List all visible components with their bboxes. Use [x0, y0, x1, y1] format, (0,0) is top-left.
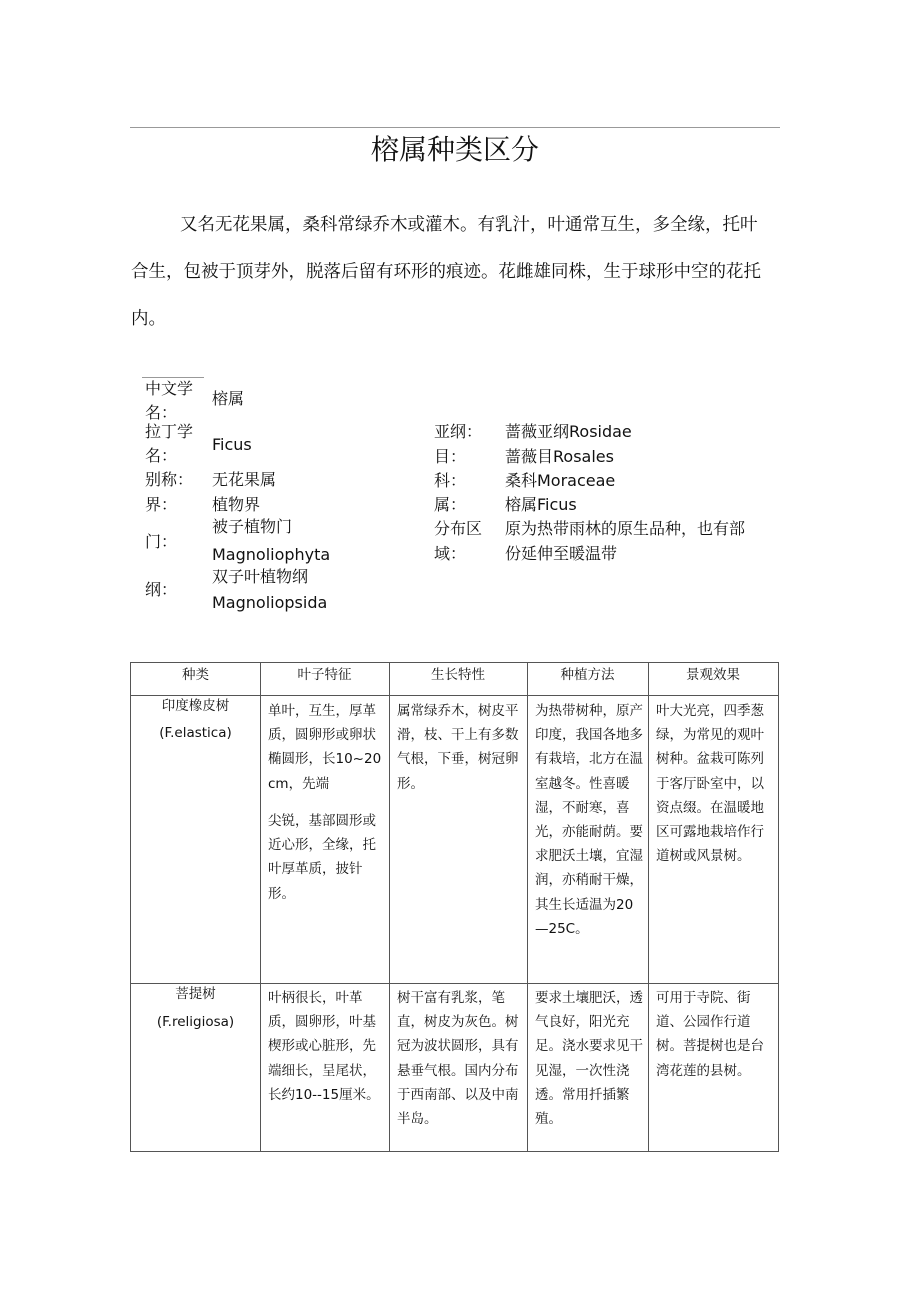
- planting-description: 要求土壤肥沃，透气良好，阳光充足。浇水要求见干见湿，一次性浇透。常用扦插繁殖。: [535, 990, 643, 1128]
- col-divider: [527, 663, 528, 1151]
- class-value: 双子叶植物纲: [212, 567, 309, 586]
- cn-name-label-cont: 名：: [145, 403, 178, 422]
- order-label: 目：: [434, 447, 467, 466]
- col-divider: [389, 663, 390, 1151]
- distribution-label: 分布区: [434, 519, 483, 538]
- landscape-description: 可用于寺院、街道、公园作行道树。菩提树也是台湾花莲的县树。: [656, 990, 764, 1079]
- phylum-value: 被子植物门: [212, 517, 293, 536]
- class-value-latin: Magnoliopsida: [212, 593, 328, 612]
- leaf-description: 单叶，互生，厚革质，圆卵形或卵状椭圆形，长10~20cm，先端: [268, 703, 382, 792]
- header-planting: 种植方法: [560, 667, 615, 683]
- species-table: [130, 662, 779, 1152]
- genus-value: 榕属Ficus: [505, 495, 577, 514]
- page-title: 榕属种类区分: [370, 133, 539, 166]
- kingdom-value: 植物界: [212, 495, 261, 514]
- cn-name-value: 榕属: [212, 389, 245, 408]
- class-label: 纲：: [145, 580, 178, 599]
- col-divider: [260, 663, 261, 1151]
- alias-label: 别称：: [145, 470, 194, 489]
- family-label: 科：: [434, 471, 467, 490]
- leaf-description: 叶柄很长，叶革质，圆卵形，叶基楔形或心脏形，先端细长，呈尾状，长约10--15厘米。: [268, 990, 380, 1103]
- latin-label: 拉丁学: [145, 422, 194, 441]
- header-leaf: 叶子特征: [297, 667, 352, 683]
- distribution-value-cont: 份延伸至暖温带: [505, 544, 618, 563]
- kingdom-label: 界：: [145, 495, 178, 514]
- latin-label-cont: 名：: [145, 446, 178, 465]
- order-value: 蔷薇目Rosales: [505, 447, 614, 466]
- cn-name-label: 中文学: [145, 379, 194, 398]
- subclass-label: 亚纲：: [434, 422, 483, 441]
- col-divider: [648, 663, 649, 1151]
- header-growth: 生长特性: [431, 667, 485, 683]
- header-species: 种类: [182, 667, 209, 683]
- alias-value: 无花果属: [212, 470, 277, 489]
- latin-value: Ficus: [212, 435, 252, 454]
- species-name: 菩提树: [175, 986, 216, 1002]
- header-landscape: 景观效果: [686, 667, 740, 683]
- distribution-label-cont: 域：: [434, 544, 467, 563]
- landscape-description: 叶大光亮，四季葱绿，为常见的观叶树种。盆栽可陈列于客厅卧室中，以资点缀。在温暖地区可露地栽培作行道树或风景树。: [656, 703, 764, 865]
- genus-label: 属：: [434, 495, 467, 514]
- phylum-value-latin: Magnoliophyta: [212, 545, 331, 564]
- species-latin: (F.elastica): [159, 725, 232, 741]
- planting-description: 为热带树种，原产印度，我国各地多有栽培，北方在温室越冬。性喜暖湿，不耐寒，喜光，亦能耐荫。要求肥沃土壤，宜湿润，亦稍耐干燥，其生长适温为20—25C。: [535, 703, 643, 937]
- phylum-label: 门：: [145, 532, 178, 551]
- growth-description: 树干富有乳浆，笔直，树皮为灰色。树冠为波状圆形，具有悬垂气根。国内分布于西南部、以及中南半岛。: [397, 990, 519, 1128]
- subclass-value: 蔷薇亚纲Rosidae: [505, 422, 632, 441]
- species-latin: (F.religiosa): [156, 1014, 235, 1030]
- species-name: 印度橡皮树: [161, 698, 230, 714]
- leaf-description-cont: 尖锐，基部圆形或近心形，全缘，托叶厚革质，披针形。: [268, 813, 376, 902]
- intro-paragraph: 又名无花果属，桑科常绿乔木或灌木。有乳汁，叶通常互生，多全缘，托叶合生，包被于顶芽外，脱落后留有环形的痕迹。花雌雄同株，生于球形中空的花托内。: [131, 215, 761, 329]
- growth-description: 属常绿乔木，树皮平滑，枝、干上有多数气根，下垂，树冠卵形。: [397, 703, 519, 792]
- distribution-value: 原为热带雨林的原生品种，也有部: [505, 519, 746, 538]
- family-value: 桑科Moraceae: [505, 471, 616, 490]
